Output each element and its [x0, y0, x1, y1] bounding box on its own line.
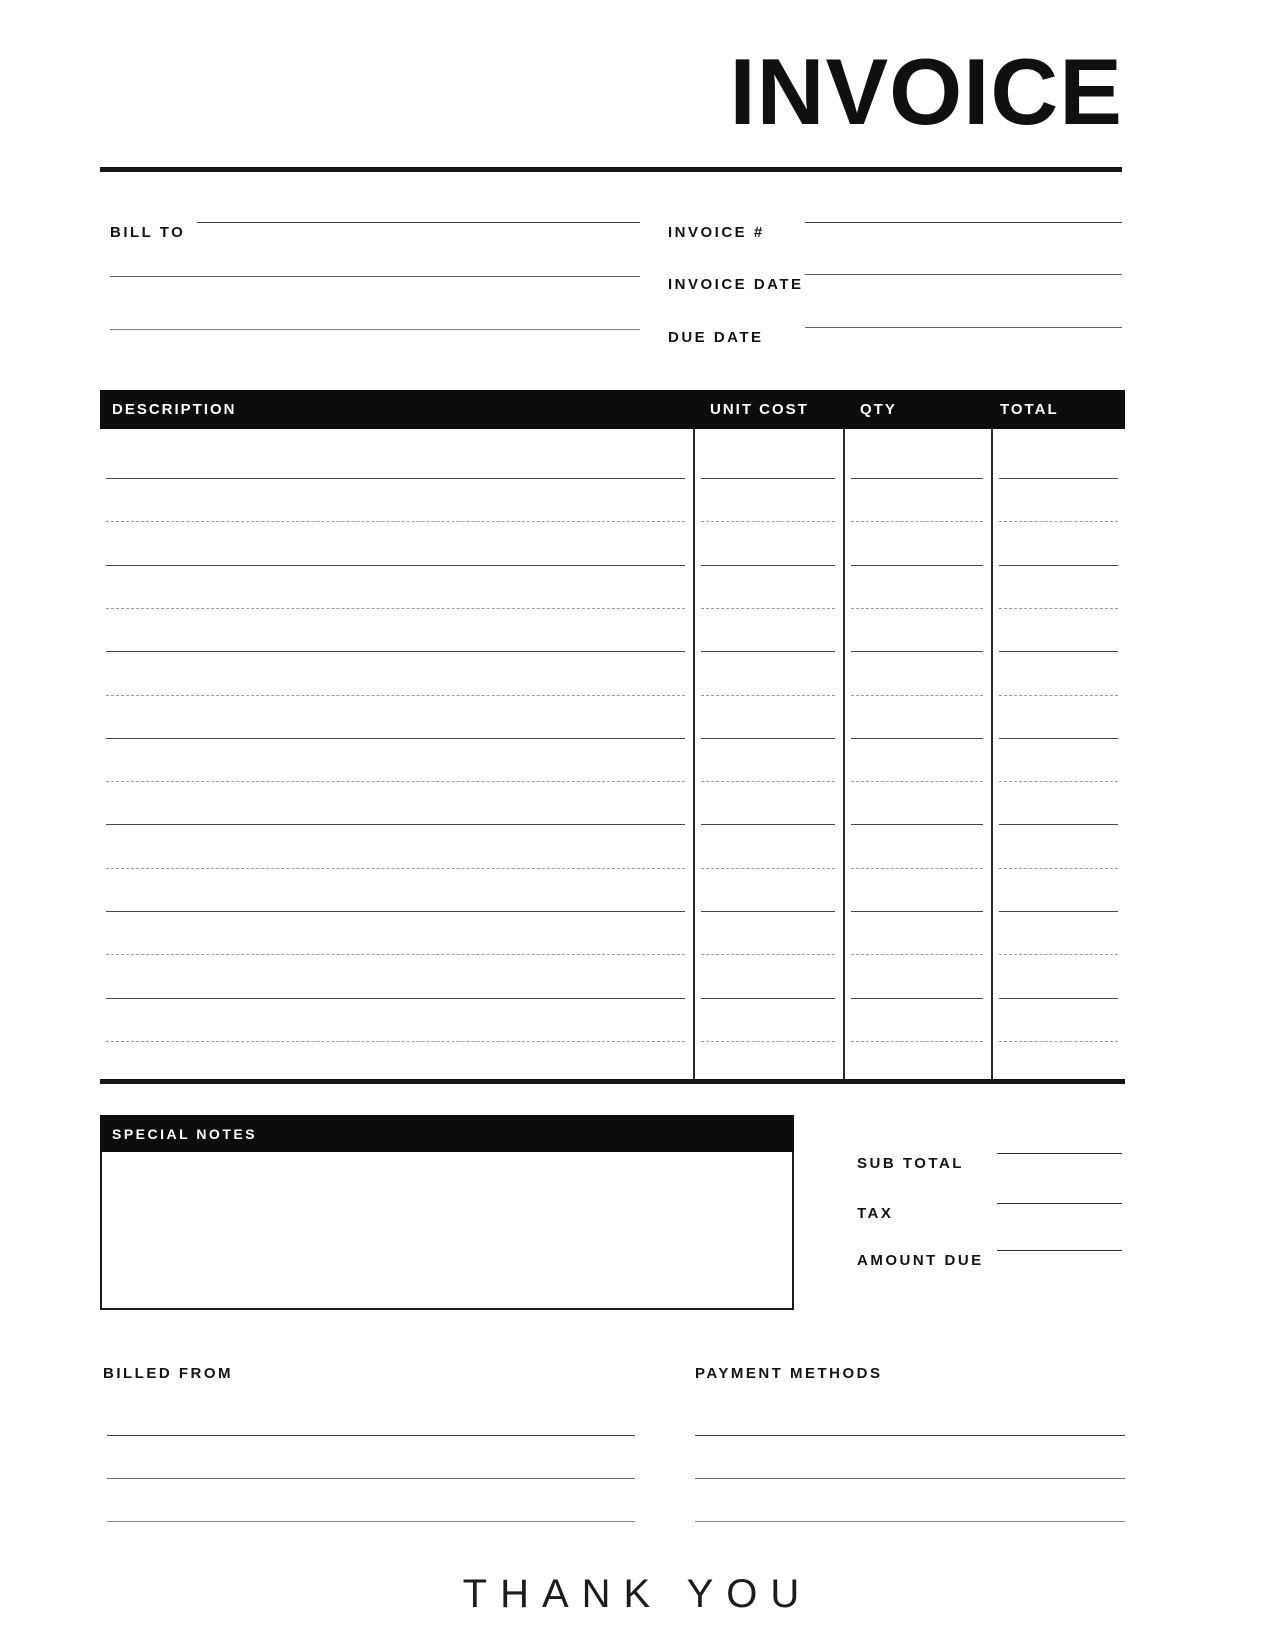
special-notes-label: SPECIAL NOTES [112, 1125, 258, 1142]
item-3-description-input[interactable] [106, 565, 685, 566]
payment-methods-label: PAYMENT METHODS [695, 1365, 883, 1382]
bill-to-label: BILL TO [110, 224, 186, 241]
item-1-unit-cost-input[interactable] [701, 478, 835, 479]
item-13-qty-input[interactable] [851, 998, 983, 999]
item-11-unit-cost-input[interactable] [701, 911, 835, 912]
item-7-qty-input[interactable] [851, 738, 983, 739]
item-4-total-input[interactable] [999, 608, 1118, 609]
thank-you-message: THANK YOU [462, 1572, 813, 1616]
item-3-qty-input[interactable] [851, 565, 983, 566]
invoice-number-input[interactable] [805, 222, 1122, 223]
item-1-total-input[interactable] [999, 478, 1118, 479]
item-13-description-input[interactable] [106, 998, 685, 999]
item-5-qty-input[interactable] [851, 651, 983, 652]
item-6-description-input[interactable] [106, 695, 685, 696]
item-6-qty-input[interactable] [851, 695, 983, 696]
item-7-description-input[interactable] [106, 738, 685, 739]
item-11-total-input[interactable] [999, 911, 1118, 912]
bill-to-address-line-1[interactable] [110, 276, 640, 277]
item-3-total-input[interactable] [999, 565, 1118, 566]
items-table-bottom-rule [100, 1079, 1125, 1084]
sub-total-label: SUB TOTAL [857, 1155, 964, 1172]
item-7-unit-cost-input[interactable] [701, 738, 835, 739]
bill-to-input[interactable] [197, 222, 640, 223]
billed-from-line-1[interactable] [107, 1435, 635, 1436]
item-5-total-input[interactable] [999, 651, 1118, 652]
column-header-qty: QTY [860, 401, 897, 418]
item-9-description-input[interactable] [106, 824, 685, 825]
item-6-total-input[interactable] [999, 695, 1118, 696]
billed-from-line-2[interactable] [107, 1478, 635, 1479]
column-header-description: DESCRIPTION [112, 401, 237, 418]
invoice-date-input[interactable] [805, 274, 1122, 275]
item-8-total-input[interactable] [999, 781, 1118, 782]
bill-to-address-line-2[interactable] [110, 329, 640, 330]
item-14-unit-cost-input[interactable] [701, 1041, 835, 1042]
billed-from-line-3[interactable] [107, 1521, 635, 1522]
payment-methods-line-1[interactable] [695, 1435, 1125, 1436]
item-5-unit-cost-input[interactable] [701, 651, 835, 652]
special-notes-header [100, 1115, 794, 1152]
item-12-description-input[interactable] [106, 954, 685, 955]
column-header-unit-cost: UNIT COST [710, 401, 809, 418]
payment-methods-line-3[interactable] [695, 1521, 1125, 1522]
item-8-unit-cost-input[interactable] [701, 781, 835, 782]
item-2-unit-cost-input[interactable] [701, 521, 835, 522]
due-date-label: DUE DATE [668, 329, 764, 346]
items-table [100, 390, 1125, 1084]
item-12-total-input[interactable] [999, 954, 1118, 955]
item-8-qty-input[interactable] [851, 781, 983, 782]
billed-from-label: BILLED FROM [103, 1365, 233, 1382]
item-4-unit-cost-input[interactable] [701, 608, 835, 609]
tax-input[interactable] [997, 1203, 1122, 1204]
items-table-body [100, 429, 1125, 1079]
page-title: INVOICE [729, 39, 1123, 144]
due-date-input[interactable] [805, 327, 1122, 328]
invoice-number-label: INVOICE # [668, 224, 765, 241]
special-notes-input[interactable] [100, 1152, 794, 1310]
header-divider [100, 167, 1122, 172]
item-10-unit-cost-input[interactable] [701, 868, 835, 869]
item-2-total-input[interactable] [999, 521, 1118, 522]
item-5-description-input[interactable] [106, 651, 685, 652]
item-3-unit-cost-input[interactable] [701, 565, 835, 566]
item-1-description-input[interactable] [106, 478, 685, 479]
invoice-date-label: INVOICE DATE [668, 276, 804, 293]
item-12-unit-cost-input[interactable] [701, 954, 835, 955]
item-11-qty-input[interactable] [851, 911, 983, 912]
item-10-description-input[interactable] [106, 868, 685, 869]
item-14-qty-input[interactable] [851, 1041, 983, 1042]
amount-due-input[interactable] [997, 1250, 1122, 1251]
payment-methods-line-2[interactable] [695, 1478, 1125, 1479]
amount-due-label: AMOUNT DUE [857, 1252, 984, 1269]
sub-total-input[interactable] [997, 1153, 1122, 1154]
item-7-total-input[interactable] [999, 738, 1118, 739]
item-2-description-input[interactable] [106, 521, 685, 522]
item-14-description-input[interactable] [106, 1041, 685, 1042]
item-4-qty-input[interactable] [851, 608, 983, 609]
item-9-total-input[interactable] [999, 824, 1118, 825]
item-2-qty-input[interactable] [851, 521, 983, 522]
item-13-unit-cost-input[interactable] [701, 998, 835, 999]
item-14-total-input[interactable] [999, 1041, 1118, 1042]
item-10-total-input[interactable] [999, 868, 1118, 869]
item-1-qty-input[interactable] [851, 478, 983, 479]
item-10-qty-input[interactable] [851, 868, 983, 869]
item-6-unit-cost-input[interactable] [701, 695, 835, 696]
item-13-total-input[interactable] [999, 998, 1118, 999]
tax-label: TAX [857, 1205, 894, 1222]
item-11-description-input[interactable] [106, 911, 685, 912]
item-12-qty-input[interactable] [851, 954, 983, 955]
item-8-description-input[interactable] [106, 781, 685, 782]
items-table-header [100, 390, 1125, 429]
column-header-total: TOTAL [1000, 401, 1059, 418]
item-9-qty-input[interactable] [851, 824, 983, 825]
item-9-unit-cost-input[interactable] [701, 824, 835, 825]
item-4-description-input[interactable] [106, 608, 685, 609]
